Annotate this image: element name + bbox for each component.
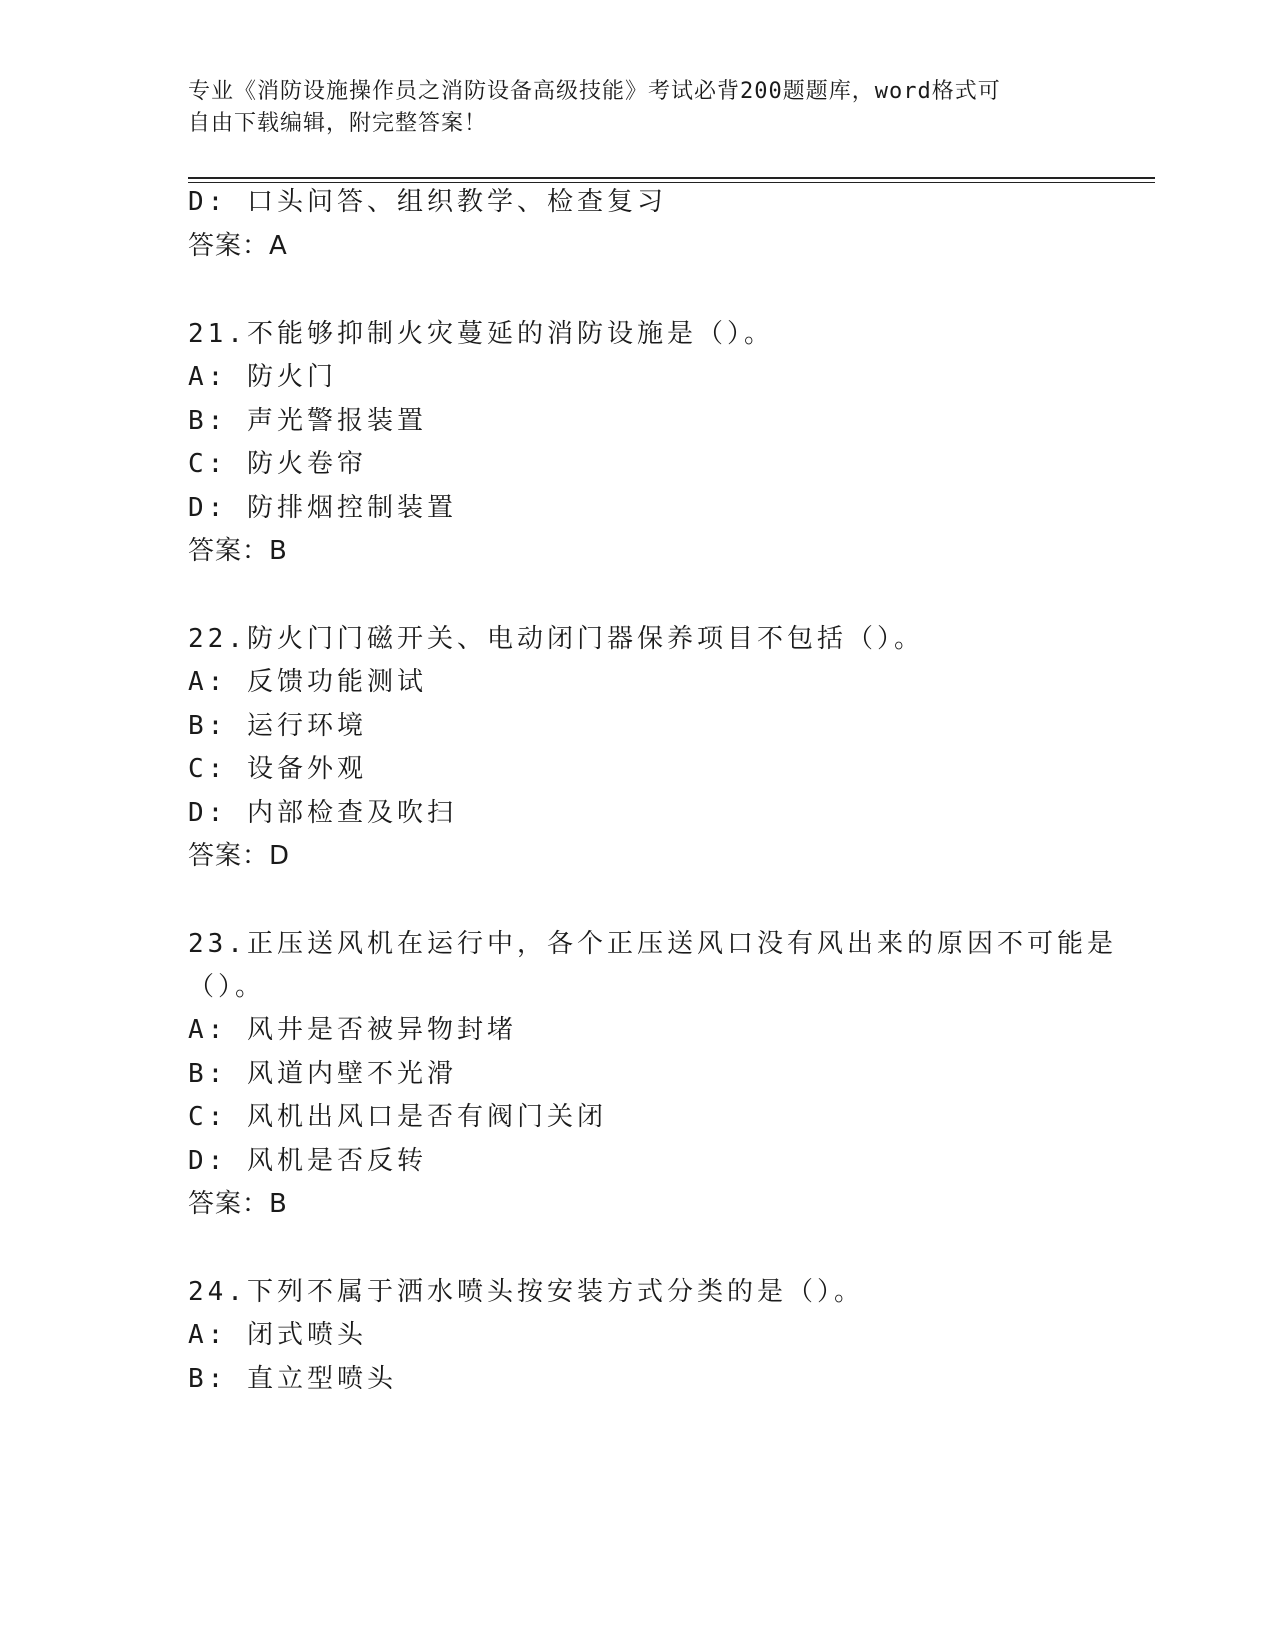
header-divider-thin <box>188 182 1155 183</box>
prev-answer: 答案：A <box>188 231 288 261</box>
question-23-stem-line-2: （）。 <box>188 972 266 1002</box>
question-23-stem-line-1: 23.正压送风机在运行中，各个正压送风口没有风出来的原因不可能是 <box>188 929 1117 959</box>
question-22-option-d: D: 内部检查及吹扫 <box>188 798 457 828</box>
question-22-answer: 答案：D <box>188 841 291 871</box>
question-21-option-b: B: 声光警报装置 <box>188 406 427 436</box>
question-22-stem: 22.防火门门磁开关、电动闭门器保养项目不包括（）。 <box>188 624 924 654</box>
question-23-answer: 答案：B <box>188 1189 288 1219</box>
question-23-option-a: A: 风井是否被异物封堵 <box>188 1015 517 1045</box>
question-23-option-b: B: 风道内壁不光滑 <box>188 1059 457 1089</box>
question-23-option-c: C: 风机出风口是否有阀门关闭 <box>188 1102 607 1132</box>
question-21-option-a: A: 防火门 <box>188 362 337 392</box>
header-line-1: 专业《消防设施操作员之消防设备高级技能》考试必背200题题库，word格式可 <box>188 79 1001 104</box>
question-21-option-c: C: 防火卷帘 <box>188 449 367 479</box>
question-24-option-b: B: 直立型喷头 <box>188 1364 397 1394</box>
question-24-option-a: A: 闭式喷头 <box>188 1320 367 1350</box>
prev-option-d: D: 口头问答、组织教学、检查复习 <box>188 187 667 217</box>
question-23-option-d: D: 风机是否反转 <box>188 1146 427 1176</box>
question-21-option-d: D: 防排烟控制装置 <box>188 493 457 523</box>
question-21-answer: 答案：B <box>188 536 288 566</box>
question-21-stem: 21.不能够抑制火灾蔓延的消防设施是（）。 <box>188 319 774 349</box>
question-22-option-c: C: 设备外观 <box>188 754 367 784</box>
question-24-stem: 24.下列不属于洒水喷头按安装方式分类的是（）。 <box>188 1277 864 1307</box>
header-line-2: 自由下载编辑，附完整答案！ <box>188 111 488 136</box>
header-divider-thick <box>188 177 1155 179</box>
question-22-option-b: B: 运行环境 <box>188 711 367 741</box>
document-header <box>188 76 1088 140</box>
question-22-option-a: A: 反馈功能测试 <box>188 667 427 697</box>
